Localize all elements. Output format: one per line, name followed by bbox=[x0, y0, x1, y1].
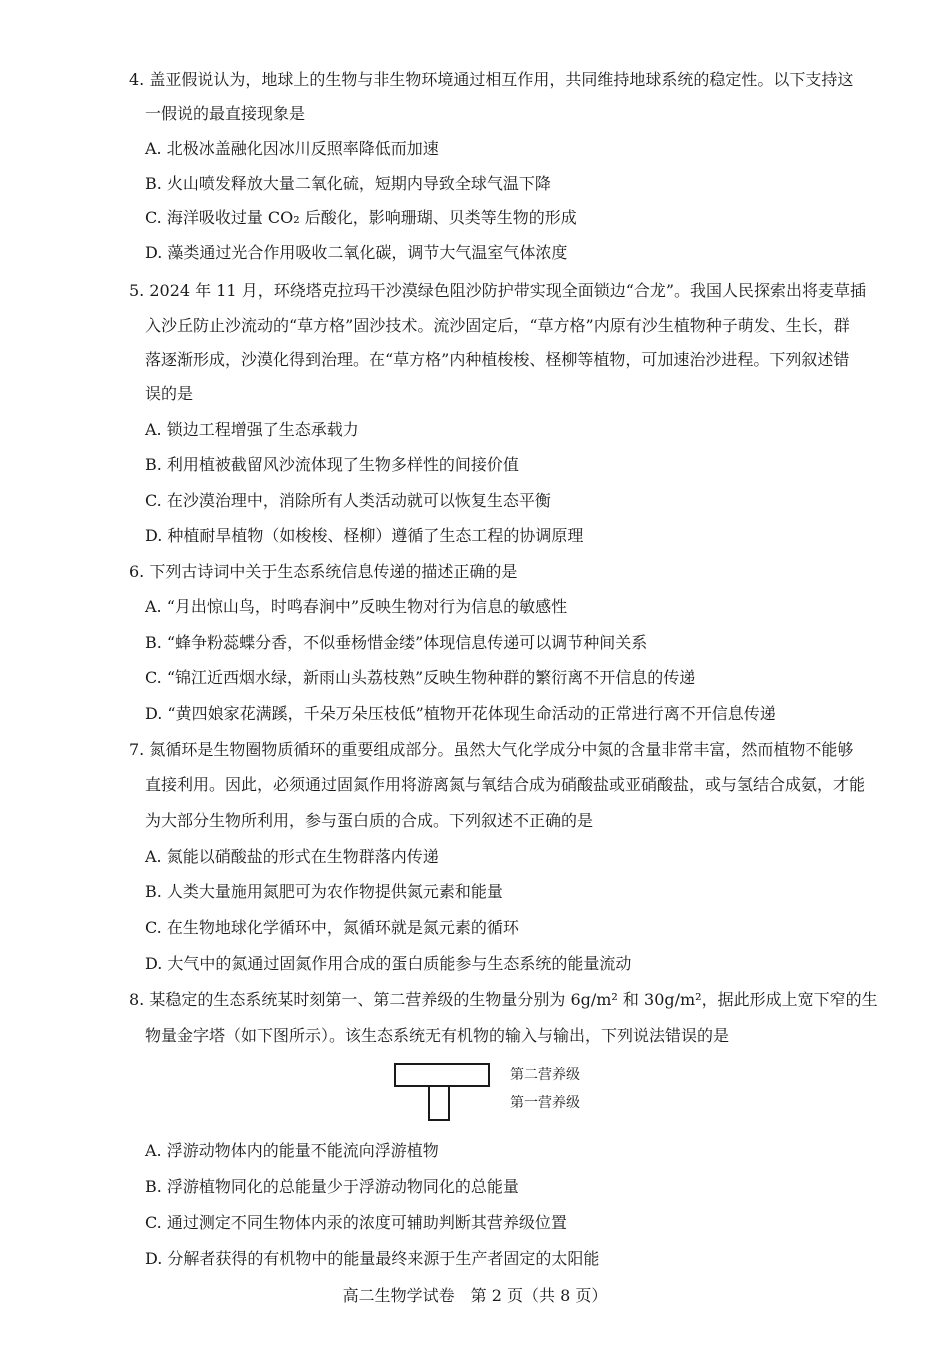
q6-option-b: B. “蜂争粉蕊蝶分香，不似垂杨惜金缕”体现信息传递可以调节种间关系 bbox=[145, 633, 648, 652]
q8-option-a: A. 浮游动物体内的能量不能流向浮游植物 bbox=[145, 1141, 439, 1160]
q8-stem-line-1: 8. 某稳定的生态系统某时刻第一、第二营养级的生物量分别为 6g/m² 和 30g/m²，据此形成上宽下窄的生 bbox=[129, 990, 878, 1009]
q4-stem-line-1: 4. 盖亚假说认为，地球上的生物与非生物环境通过相互作用，共同维持地球系统的稳定性。以下支持这 bbox=[129, 70, 854, 89]
q7-option-d: D. 大气中的氮通过固氮作用合成的蛋白质能参与生态系统的能量流动 bbox=[145, 954, 632, 973]
q5-stem-line-3: 落逐渐形成，沙漠化得到治理。在“草方格”内种植梭梭、柽柳等植物，可加速治沙进程。下列叙述错 bbox=[145, 350, 850, 369]
q4-option-c: C. 海洋吸收过量 CO₂ 后酸化，影响珊瑚、贝类等生物的形成 bbox=[145, 208, 577, 227]
q4-stem-line-2: 一假说的最直接现象是 bbox=[145, 104, 306, 123]
q7-stem-line-3: 为大部分生物所利用，参与蛋白质的合成。下列叙述不正确的是 bbox=[145, 811, 594, 830]
pyramid-first-level-label: 第一营养级 bbox=[510, 1095, 580, 1111]
q8-stem-line-2: 物量金字塔（如下图所示）。该生态系统无有机物的输入与输出，下列说法错误的是 bbox=[145, 1026, 730, 1045]
q5-stem-line-1: 5. 2024 年 11 月，环绕塔克拉玛干沙漠绿色阻沙防护带实现全面锁边“合龙”。我国人民探索出将麦草插 bbox=[129, 281, 867, 300]
q5-option-a: A. 锁边工程增强了生态承载力 bbox=[145, 420, 359, 439]
q5-option-c: C. 在沙漠治理中，消除所有人类活动就可以恢复生态平衡 bbox=[145, 491, 551, 510]
q7-option-b: B. 人类大量施用氮肥可为农作物提供氮元素和能量 bbox=[145, 882, 503, 901]
q7-stem-line-1: 7. 氮循环是生物圈物质循环的重要组成部分。虽然大气化学成分中氮的含量非常丰富，然而植物不能够 bbox=[129, 740, 854, 759]
q8-option-c: C. 通过测定不同生物体内汞的浓度可辅助判断其营养级位置 bbox=[145, 1213, 567, 1232]
page-footer: 高二生物学试卷 第 2 页（共 8 页） bbox=[342, 1286, 608, 1305]
q5-stem-line-2: 入沙丘防止沙流动的“草方格”固沙技术。流沙固定后，“草方格”内原有沙生植物种子萌发、生长，群 bbox=[145, 316, 850, 335]
q6-option-a: A. “月出惊山鸟，时鸣春涧中”反映生物对行为信息的敏感性 bbox=[145, 597, 568, 616]
pyramid-second-level-bar bbox=[394, 1063, 490, 1087]
q8-option-b: B. 浮游植物同化的总能量少于浮游动物同化的总能量 bbox=[145, 1177, 519, 1196]
q6-option-d: D. “黄四娘家花满蹊，千朵万朵压枝低”植物开花体现生命活动的正常进行离不开信息传递 bbox=[145, 704, 776, 723]
q7-option-a: A. 氮能以硝酸盐的形式在生物群落内传递 bbox=[145, 847, 439, 866]
q5-stem-line-4: 误的是 bbox=[145, 384, 194, 403]
pyramid-first-level-bar bbox=[428, 1085, 450, 1121]
q7-stem-line-2: 直接利用。因此，必须通过固氮作用将游离氮与氧结合成为硝酸盐或亚硝酸盐，或与氢结合成氨，才能 bbox=[145, 775, 866, 794]
pyramid-second-level-label: 第二营养级 bbox=[510, 1067, 580, 1083]
q7-option-c: C. 在生物地球化学循环中，氮循环就是氮元素的循环 bbox=[145, 918, 519, 937]
q8-option-d: D. 分解者获得的有机物中的能量最终来源于生产者固定的太阳能 bbox=[145, 1249, 600, 1268]
q4-option-d: D. 藻类通过光合作用吸收二氧化碳，调节大气温室气体浓度 bbox=[145, 243, 568, 262]
q6-stem-line-1: 6. 下列古诗词中关于生态系统信息传递的描述正确的是 bbox=[129, 562, 518, 581]
q4-option-b: B. 火山喷发释放大量二氧化硫，短期内导致全球气温下降 bbox=[145, 174, 551, 193]
q5-option-d: D. 种植耐旱植物（如梭梭、柽柳）遵循了生态工程的协调原理 bbox=[145, 526, 584, 545]
q6-option-c: C. “锦江近西烟水绿，新雨山头荔枝熟”反映生物种群的繁衍离不开信息的传递 bbox=[145, 668, 696, 687]
q5-option-b: B. 利用植被截留风沙流体现了生物多样性的间接价值 bbox=[145, 455, 519, 474]
q4-option-a: A. 北极冰盖融化因冰川反照率降低而加速 bbox=[145, 139, 439, 158]
